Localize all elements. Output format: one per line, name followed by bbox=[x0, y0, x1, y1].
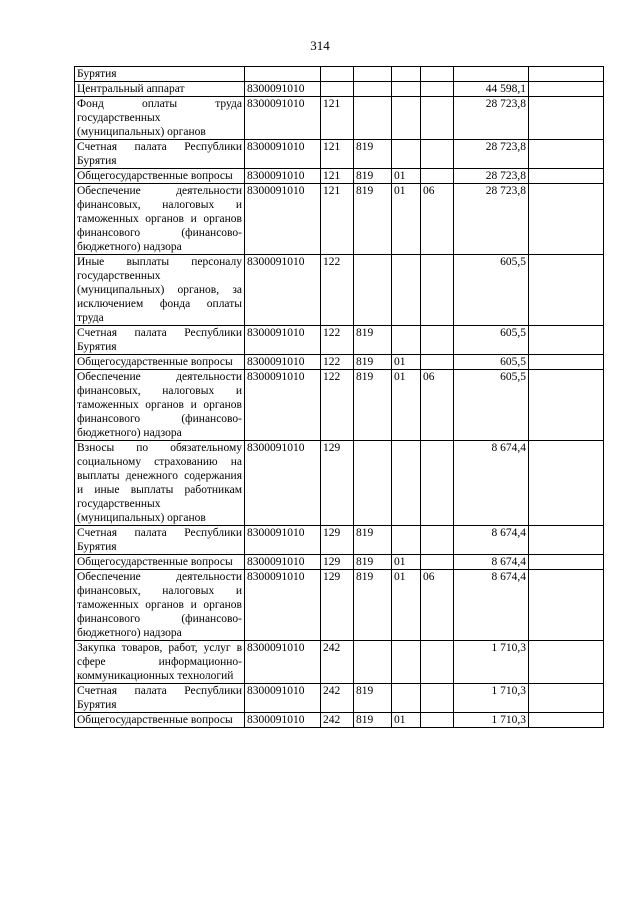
table-row bbox=[75, 641, 604, 684]
table-row bbox=[75, 326, 604, 355]
row-extra-cell bbox=[529, 97, 604, 140]
row-csr-cell: 8300091010 bbox=[245, 555, 321, 570]
row-sum-cell: 28 723,8 bbox=[454, 184, 529, 255]
table-row bbox=[75, 713, 604, 728]
row-rz-cell bbox=[392, 641, 421, 684]
row-grbs-cell bbox=[354, 97, 392, 140]
row-pr-cell bbox=[421, 641, 454, 684]
row-grbs-cell: 819 bbox=[354, 684, 392, 713]
row-rz-cell: 01 bbox=[392, 570, 421, 641]
row-csr-cell: 8300091010 bbox=[245, 140, 321, 169]
row-grbs-cell: 819 bbox=[354, 570, 392, 641]
row-vr-cell: 129 bbox=[321, 441, 354, 526]
row-vr-cell: 242 bbox=[321, 713, 354, 728]
row-sum-cell: 605,5 bbox=[454, 255, 529, 326]
row-pr-cell bbox=[421, 169, 454, 184]
row-pr-cell bbox=[421, 713, 454, 728]
row-csr-cell: 8300091010 bbox=[245, 326, 321, 355]
table-row bbox=[75, 169, 604, 184]
row-sum-cell bbox=[454, 67, 529, 82]
row-name-cell: Счетная палата Республики Бурятия bbox=[75, 526, 245, 555]
row-extra-cell bbox=[529, 326, 604, 355]
row-vr-cell: 129 bbox=[321, 526, 354, 555]
row-name-cell: Обеспечение деятельности финансовых, налоговых и таможенных органов и органов финансового (финансово-бюджетного) надзора bbox=[75, 184, 245, 255]
row-vr-cell: 121 bbox=[321, 140, 354, 169]
row-sum-cell: 28 723,8 bbox=[454, 169, 529, 184]
row-pr-cell: 06 bbox=[421, 570, 454, 641]
row-pr-cell: 06 bbox=[421, 370, 454, 441]
row-extra-cell bbox=[529, 82, 604, 97]
row-rz-cell bbox=[392, 255, 421, 326]
row-vr-cell: 122 bbox=[321, 255, 354, 326]
row-sum-cell: 44 598,1 bbox=[454, 82, 529, 97]
row-vr-cell: 129 bbox=[321, 570, 354, 641]
row-extra-cell bbox=[529, 184, 604, 255]
table-row bbox=[75, 82, 604, 97]
table-row bbox=[75, 441, 604, 526]
row-rz-cell bbox=[392, 526, 421, 555]
row-vr-cell bbox=[321, 82, 354, 97]
row-pr-cell bbox=[421, 82, 454, 97]
row-grbs-cell: 819 bbox=[354, 140, 392, 169]
row-grbs-cell: 819 bbox=[354, 713, 392, 728]
table-row bbox=[75, 140, 604, 169]
row-name-cell: Обеспечение деятельности финансовых, налоговых и таможенных органов и органов финансового (финансово-бюджетного) надзора bbox=[75, 370, 245, 441]
row-rz-cell bbox=[392, 67, 421, 82]
row-rz-cell bbox=[392, 82, 421, 97]
row-sum-cell: 8 674,4 bbox=[454, 441, 529, 526]
row-vr-cell bbox=[321, 67, 354, 82]
row-extra-cell bbox=[529, 570, 604, 641]
row-pr-cell bbox=[421, 555, 454, 570]
row-pr-cell bbox=[421, 67, 454, 82]
row-extra-cell bbox=[529, 140, 604, 169]
row-sum-cell: 8 674,4 bbox=[454, 570, 529, 641]
row-grbs-cell: 819 bbox=[354, 355, 392, 370]
row-name-cell: Общегосударственные вопросы bbox=[75, 713, 245, 728]
row-name-cell: Счетная палата Республики Бурятия bbox=[75, 326, 245, 355]
page-number: 314 bbox=[310, 38, 330, 53]
row-grbs-cell bbox=[354, 641, 392, 684]
row-csr-cell: 8300091010 bbox=[245, 82, 321, 97]
row-csr-cell: 8300091010 bbox=[245, 526, 321, 555]
row-extra-cell bbox=[529, 441, 604, 526]
row-rz-cell: 01 bbox=[392, 184, 421, 255]
row-csr-cell: 8300091010 bbox=[245, 570, 321, 641]
row-rz-cell bbox=[392, 684, 421, 713]
row-vr-cell: 121 bbox=[321, 184, 354, 255]
row-csr-cell: 8300091010 bbox=[245, 641, 321, 684]
row-vr-cell: 122 bbox=[321, 370, 354, 441]
row-pr-cell bbox=[421, 441, 454, 526]
row-sum-cell: 8 674,4 bbox=[454, 555, 529, 570]
row-extra-cell bbox=[529, 555, 604, 570]
row-rz-cell: 01 bbox=[392, 355, 421, 370]
row-name-cell: Фонд оплаты труда государственных (муниципальных) органов bbox=[75, 97, 245, 140]
table-row bbox=[75, 570, 604, 641]
row-extra-cell bbox=[529, 370, 604, 441]
row-grbs-cell: 819 bbox=[354, 370, 392, 441]
table-row bbox=[75, 184, 604, 255]
table-row bbox=[75, 355, 604, 370]
row-rz-cell bbox=[392, 326, 421, 355]
row-name-cell: Центральный аппарат bbox=[75, 82, 245, 97]
row-rz-cell bbox=[392, 97, 421, 140]
row-csr-cell: 8300091010 bbox=[245, 441, 321, 526]
row-csr-cell: 8300091010 bbox=[245, 355, 321, 370]
row-grbs-cell bbox=[354, 441, 392, 526]
budget-table bbox=[74, 66, 604, 728]
row-csr-cell: 8300091010 bbox=[245, 684, 321, 713]
row-sum-cell: 28 723,8 bbox=[454, 97, 529, 140]
row-csr-cell: 8300091010 bbox=[245, 169, 321, 184]
row-name-cell: Общегосударственные вопросы bbox=[75, 555, 245, 570]
row-csr-cell: 8300091010 bbox=[245, 184, 321, 255]
row-csr-cell: 8300091010 bbox=[245, 713, 321, 728]
row-sum-cell: 605,5 bbox=[454, 355, 529, 370]
row-sum-cell: 605,5 bbox=[454, 370, 529, 441]
row-vr-cell: 122 bbox=[321, 355, 354, 370]
row-grbs-cell: 819 bbox=[354, 326, 392, 355]
row-vr-cell: 122 bbox=[321, 326, 354, 355]
row-extra-cell bbox=[529, 67, 604, 82]
row-pr-cell bbox=[421, 255, 454, 326]
row-rz-cell: 01 bbox=[392, 713, 421, 728]
row-csr-cell bbox=[245, 67, 321, 82]
table-row bbox=[75, 684, 604, 713]
row-grbs-cell bbox=[354, 67, 392, 82]
row-grbs-cell: 819 bbox=[354, 169, 392, 184]
row-rz-cell bbox=[392, 441, 421, 526]
row-vr-cell: 121 bbox=[321, 169, 354, 184]
row-extra-cell bbox=[529, 641, 604, 684]
row-sum-cell: 605,5 bbox=[454, 326, 529, 355]
row-grbs-cell bbox=[354, 82, 392, 97]
table-row bbox=[75, 526, 604, 555]
row-rz-cell: 01 bbox=[392, 370, 421, 441]
row-extra-cell bbox=[529, 255, 604, 326]
row-sum-cell: 8 674,4 bbox=[454, 526, 529, 555]
table-row bbox=[75, 370, 604, 441]
table-row bbox=[75, 97, 604, 140]
row-pr-cell bbox=[421, 684, 454, 713]
table-body bbox=[75, 67, 604, 728]
row-name-cell: Закупка товаров, работ, услуг в сфере информационно-коммуникационных технологий bbox=[75, 641, 245, 684]
row-csr-cell: 8300091010 bbox=[245, 97, 321, 140]
row-grbs-cell: 819 bbox=[354, 184, 392, 255]
row-name-cell: Иные выплаты персоналу государственных (муниципальных) органов, за исключением фонда оплаты труда bbox=[75, 255, 245, 326]
row-sum-cell: 1 710,3 bbox=[454, 641, 529, 684]
row-name-cell: Обеспечение деятельности финансовых, налоговых и таможенных органов и органов финансового (финансово-бюджетного) надзора bbox=[75, 570, 245, 641]
row-pr-cell bbox=[421, 526, 454, 555]
row-rz-cell: 01 bbox=[392, 555, 421, 570]
row-extra-cell bbox=[529, 684, 604, 713]
row-extra-cell bbox=[529, 713, 604, 728]
row-pr-cell: 06 bbox=[421, 184, 454, 255]
row-vr-cell: 242 bbox=[321, 641, 354, 684]
row-name-cell: Общегосударственные вопросы bbox=[75, 169, 245, 184]
row-name-cell: Взносы по обязательному социальному страхованию на выплаты денежного содержания и иные выплаты работникам государственных (муниципальных) органов bbox=[75, 441, 245, 526]
row-sum-cell: 1 710,3 bbox=[454, 713, 529, 728]
row-name-cell: Счетная палата Республики Бурятия bbox=[75, 684, 245, 713]
row-vr-cell: 242 bbox=[321, 684, 354, 713]
row-rz-cell: 01 bbox=[392, 169, 421, 184]
row-extra-cell bbox=[529, 526, 604, 555]
table-row bbox=[75, 555, 604, 570]
row-extra-cell bbox=[529, 169, 604, 184]
row-name-cell: Счетная палата Республики Бурятия bbox=[75, 140, 245, 169]
row-pr-cell bbox=[421, 140, 454, 169]
row-extra-cell bbox=[529, 355, 604, 370]
row-csr-cell: 8300091010 bbox=[245, 370, 321, 441]
table-row bbox=[75, 67, 604, 82]
row-csr-cell: 8300091010 bbox=[245, 255, 321, 326]
row-sum-cell: 28 723,8 bbox=[454, 140, 529, 169]
row-pr-cell bbox=[421, 326, 454, 355]
table-row bbox=[75, 255, 604, 326]
row-pr-cell bbox=[421, 97, 454, 140]
row-rz-cell bbox=[392, 140, 421, 169]
row-vr-cell: 129 bbox=[321, 555, 354, 570]
row-name-cell: Общегосударственные вопросы bbox=[75, 355, 245, 370]
row-grbs-cell: 819 bbox=[354, 526, 392, 555]
row-pr-cell bbox=[421, 355, 454, 370]
row-vr-cell: 121 bbox=[321, 97, 354, 140]
row-name-cell: Бурятия bbox=[75, 67, 245, 82]
row-grbs-cell: 819 bbox=[354, 555, 392, 570]
row-sum-cell: 1 710,3 bbox=[454, 684, 529, 713]
row-grbs-cell bbox=[354, 255, 392, 326]
